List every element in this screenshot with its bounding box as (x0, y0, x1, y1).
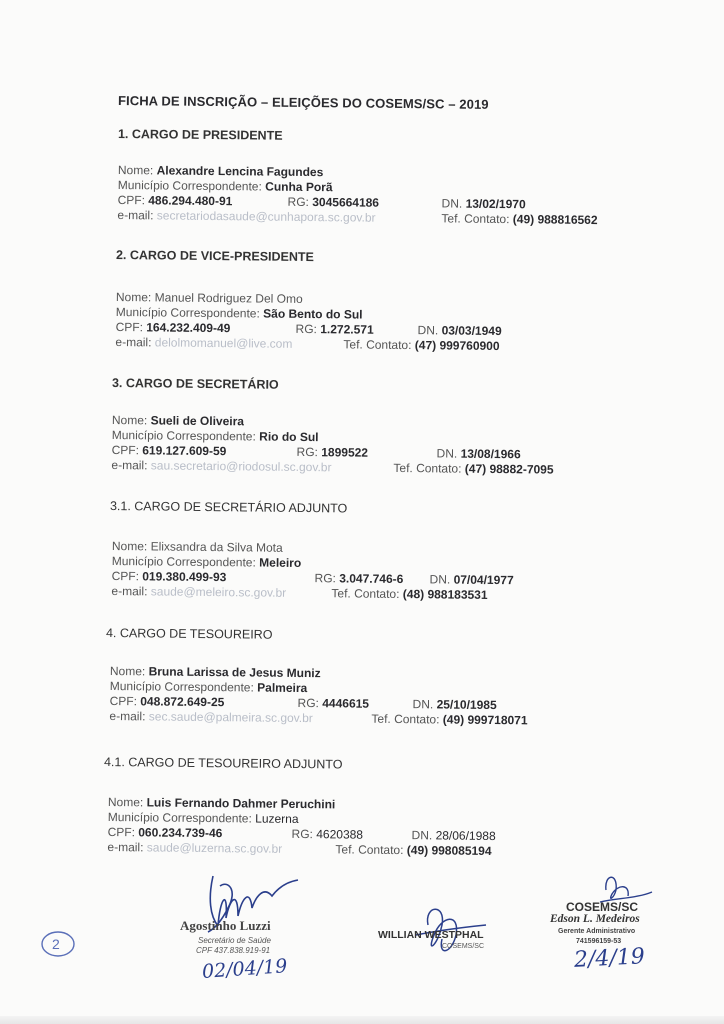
email-value: sec.saude@palmeira.sc.gov.br (148, 709, 313, 726)
rg-label: RG: (297, 695, 320, 711)
municipio-label: Município Correspondente: (117, 177, 262, 194)
nome-value: Luis Fernando Dahmer Peruchini (146, 795, 336, 812)
nome-label: Nome: (107, 795, 144, 810)
dn-value: 03/03/1949 (441, 323, 502, 339)
cpf-label: CPF: (107, 824, 136, 840)
signature-block-left (168, 868, 318, 988)
section-block-4-1 (107, 795, 648, 861)
municipio-label: Município Correspondente: (115, 304, 260, 321)
municipio-value: Palmeira (257, 680, 308, 696)
cpf-label: CPF: (111, 442, 140, 458)
section-heading-3-1: 3.1. CARGO DE SECRETÁRIO ADJUNTO (109, 499, 348, 516)
signature-left-name: Agostinho Luzzi (180, 918, 271, 933)
tel-value: (47) 98882-7095 (464, 461, 554, 477)
section-block-3-1 (111, 539, 652, 605)
rg-label: RG: (291, 826, 314, 842)
section-heading-4: 4. CARGO DE TESOUREIRO (105, 626, 273, 642)
dn-label: DN. (441, 196, 463, 211)
tel-label: Tef. Contato: (343, 337, 412, 353)
dn-label: DN. (411, 828, 433, 843)
rg-label: RG: (314, 571, 337, 586)
nome-value: Elixsandra da Silva Mota (150, 539, 283, 555)
cpf-value: 619.127.609-59 (142, 443, 227, 459)
dn-label: DN. (436, 446, 458, 461)
tel-label: Tef. Contato: (335, 842, 404, 858)
municipio-value: Cunha Porã (265, 179, 333, 195)
signature-left-role: Secretário de Saúde (198, 936, 271, 945)
section-block-3 (111, 413, 652, 479)
email-label: e-mail: (111, 583, 148, 599)
nome-value: Manuel Rodriguez Del Omo (154, 290, 303, 306)
rg-value: 1.272.571 (320, 322, 374, 337)
municipio-label: Município Correspondente: (111, 553, 256, 570)
section-block-1 (117, 163, 658, 229)
signature-left-date: 02/04/19 (201, 955, 289, 983)
municipio-label: Município Correspondente: (109, 678, 254, 695)
nome-label: Nome: (109, 664, 146, 679)
section-block-4 (109, 664, 650, 730)
document-title: FICHA DE INSCRIÇÃO – ELEIÇÕES DO COSEMS/SC – 2019 (117, 93, 489, 112)
nome-label: Nome: (117, 163, 154, 178)
email-value: saude@meleiro.sc.gov.br (150, 584, 287, 600)
page-number-circle-icon (38, 928, 78, 960)
cpf-label: CPF: (117, 192, 146, 208)
cpf-value: 486.294.480-91 (148, 193, 233, 209)
rg-value: 3045664186 (312, 195, 380, 210)
signature-block-middle (376, 895, 516, 965)
rg-value: 4620388 (316, 827, 364, 842)
rg-value: 4446615 (322, 696, 370, 711)
municipio-value: Meleiro (259, 555, 302, 570)
dn-value: 28/06/1988 (435, 828, 496, 844)
email-label: e-mail: (117, 207, 154, 223)
tel-label: Tef. Contato: (393, 460, 462, 476)
nome-label: Nome: (115, 290, 152, 305)
tel-value: (49) 999718071 (442, 712, 528, 728)
email-label: e-mail: (115, 334, 152, 350)
rg-value: 3.047.746-6 (339, 571, 404, 587)
signature-middle-name: WILLIAN WESTPHAL (378, 929, 484, 941)
signature-right-name: Edson L. Medeiros (550, 913, 640, 925)
cpf-label: CPF: (115, 319, 144, 335)
section-heading-2: 2. CARGO DE VICE-PRESIDENTE (115, 248, 315, 265)
municipio-value: São Bento do Sul (263, 306, 363, 322)
email-label: e-mail: (109, 708, 146, 724)
email-value: sau.secretario@riodosul.sc.gov.br (150, 458, 332, 475)
nome-label: Nome: (111, 539, 148, 554)
signature-right-date: 2/4/19 (573, 944, 646, 973)
rg-label: RG: (296, 444, 319, 460)
section-heading-1: 1. CARGO DE PRESIDENTE (117, 127, 283, 143)
email-value: saude@luzerna.sc.gov.br (146, 840, 283, 856)
signature-right-role: Gerente Administrativo (558, 928, 636, 935)
nome-value: Alexandre Lencina Fagundes (156, 163, 324, 180)
dn-value: 13/02/1970 (465, 196, 526, 212)
scan-bottom-edge (0, 1016, 724, 1024)
email-value: secretariodasaude@cunhapora.sc.gov.br (156, 208, 376, 225)
tel-value: (48) 988183531 (402, 587, 488, 602)
municipio-value: Luzerna (255, 811, 299, 826)
dn-value: 25/10/1985 (436, 697, 497, 713)
municipio-label: Município Correspondente: (107, 809, 252, 826)
section-heading-4-1: 4.1. CARGO DE TESOUREIRO ADJUNTO (103, 755, 343, 772)
dn-label: DN. (417, 323, 439, 338)
section-heading-3: 3. CARGO DE SECRETÁRIO (111, 376, 279, 392)
nome-value: Sueli de Oliveira (150, 413, 245, 429)
rg-label: RG: (287, 194, 310, 210)
tel-value: (47) 999760900 (414, 338, 500, 354)
cpf-value: 048.872.649-25 (140, 694, 225, 710)
rg-value: 1899522 (321, 445, 369, 460)
email-value: delolmomanuel@live.com (154, 335, 293, 351)
signature-right-code: 741596159-53 (576, 938, 622, 945)
page-number-mark: 2 (52, 936, 60, 952)
signature-right-org: COSEMS/SC (566, 900, 639, 914)
signature-left-cpf: CPF 437.838.919-91 (196, 946, 271, 955)
municipio-label: Município Correspondente: (111, 427, 256, 444)
email-label: e-mail: (111, 457, 148, 473)
tel-label: Tef. Contato: (371, 711, 440, 727)
signature-block-right (548, 868, 698, 983)
email-label: e-mail: (107, 839, 144, 855)
cpf-label: CPF: (109, 693, 138, 709)
dn-label: DN. (429, 572, 451, 587)
signature-middle-org: COSEMS/SC (442, 943, 485, 950)
tel-label: Tef. Contato: (441, 211, 510, 227)
nome-label: Nome: (111, 413, 148, 428)
cpf-label: CPF: (111, 568, 140, 584)
cpf-value: 060.234.739-46 (138, 825, 223, 841)
dn-label: DN. (412, 697, 434, 712)
rg-label: RG: (295, 321, 318, 337)
cpf-value: 164.232.409-49 (146, 320, 231, 336)
tel-value: (49) 988816562 (512, 212, 598, 228)
cpf-value: 019.380.499-93 (142, 569, 227, 585)
tel-label: Tef. Contato: (331, 586, 400, 602)
nome-value: Bruna Larissa de Jesus Muniz (148, 664, 321, 681)
municipio-value: Rio do Sul (259, 429, 319, 445)
dn-value: 07/04/1977 (453, 572, 514, 588)
section-block-2 (115, 290, 656, 356)
tel-value: (49) 998085194 (406, 843, 492, 859)
dn-value: 13/08/1966 (460, 446, 521, 462)
